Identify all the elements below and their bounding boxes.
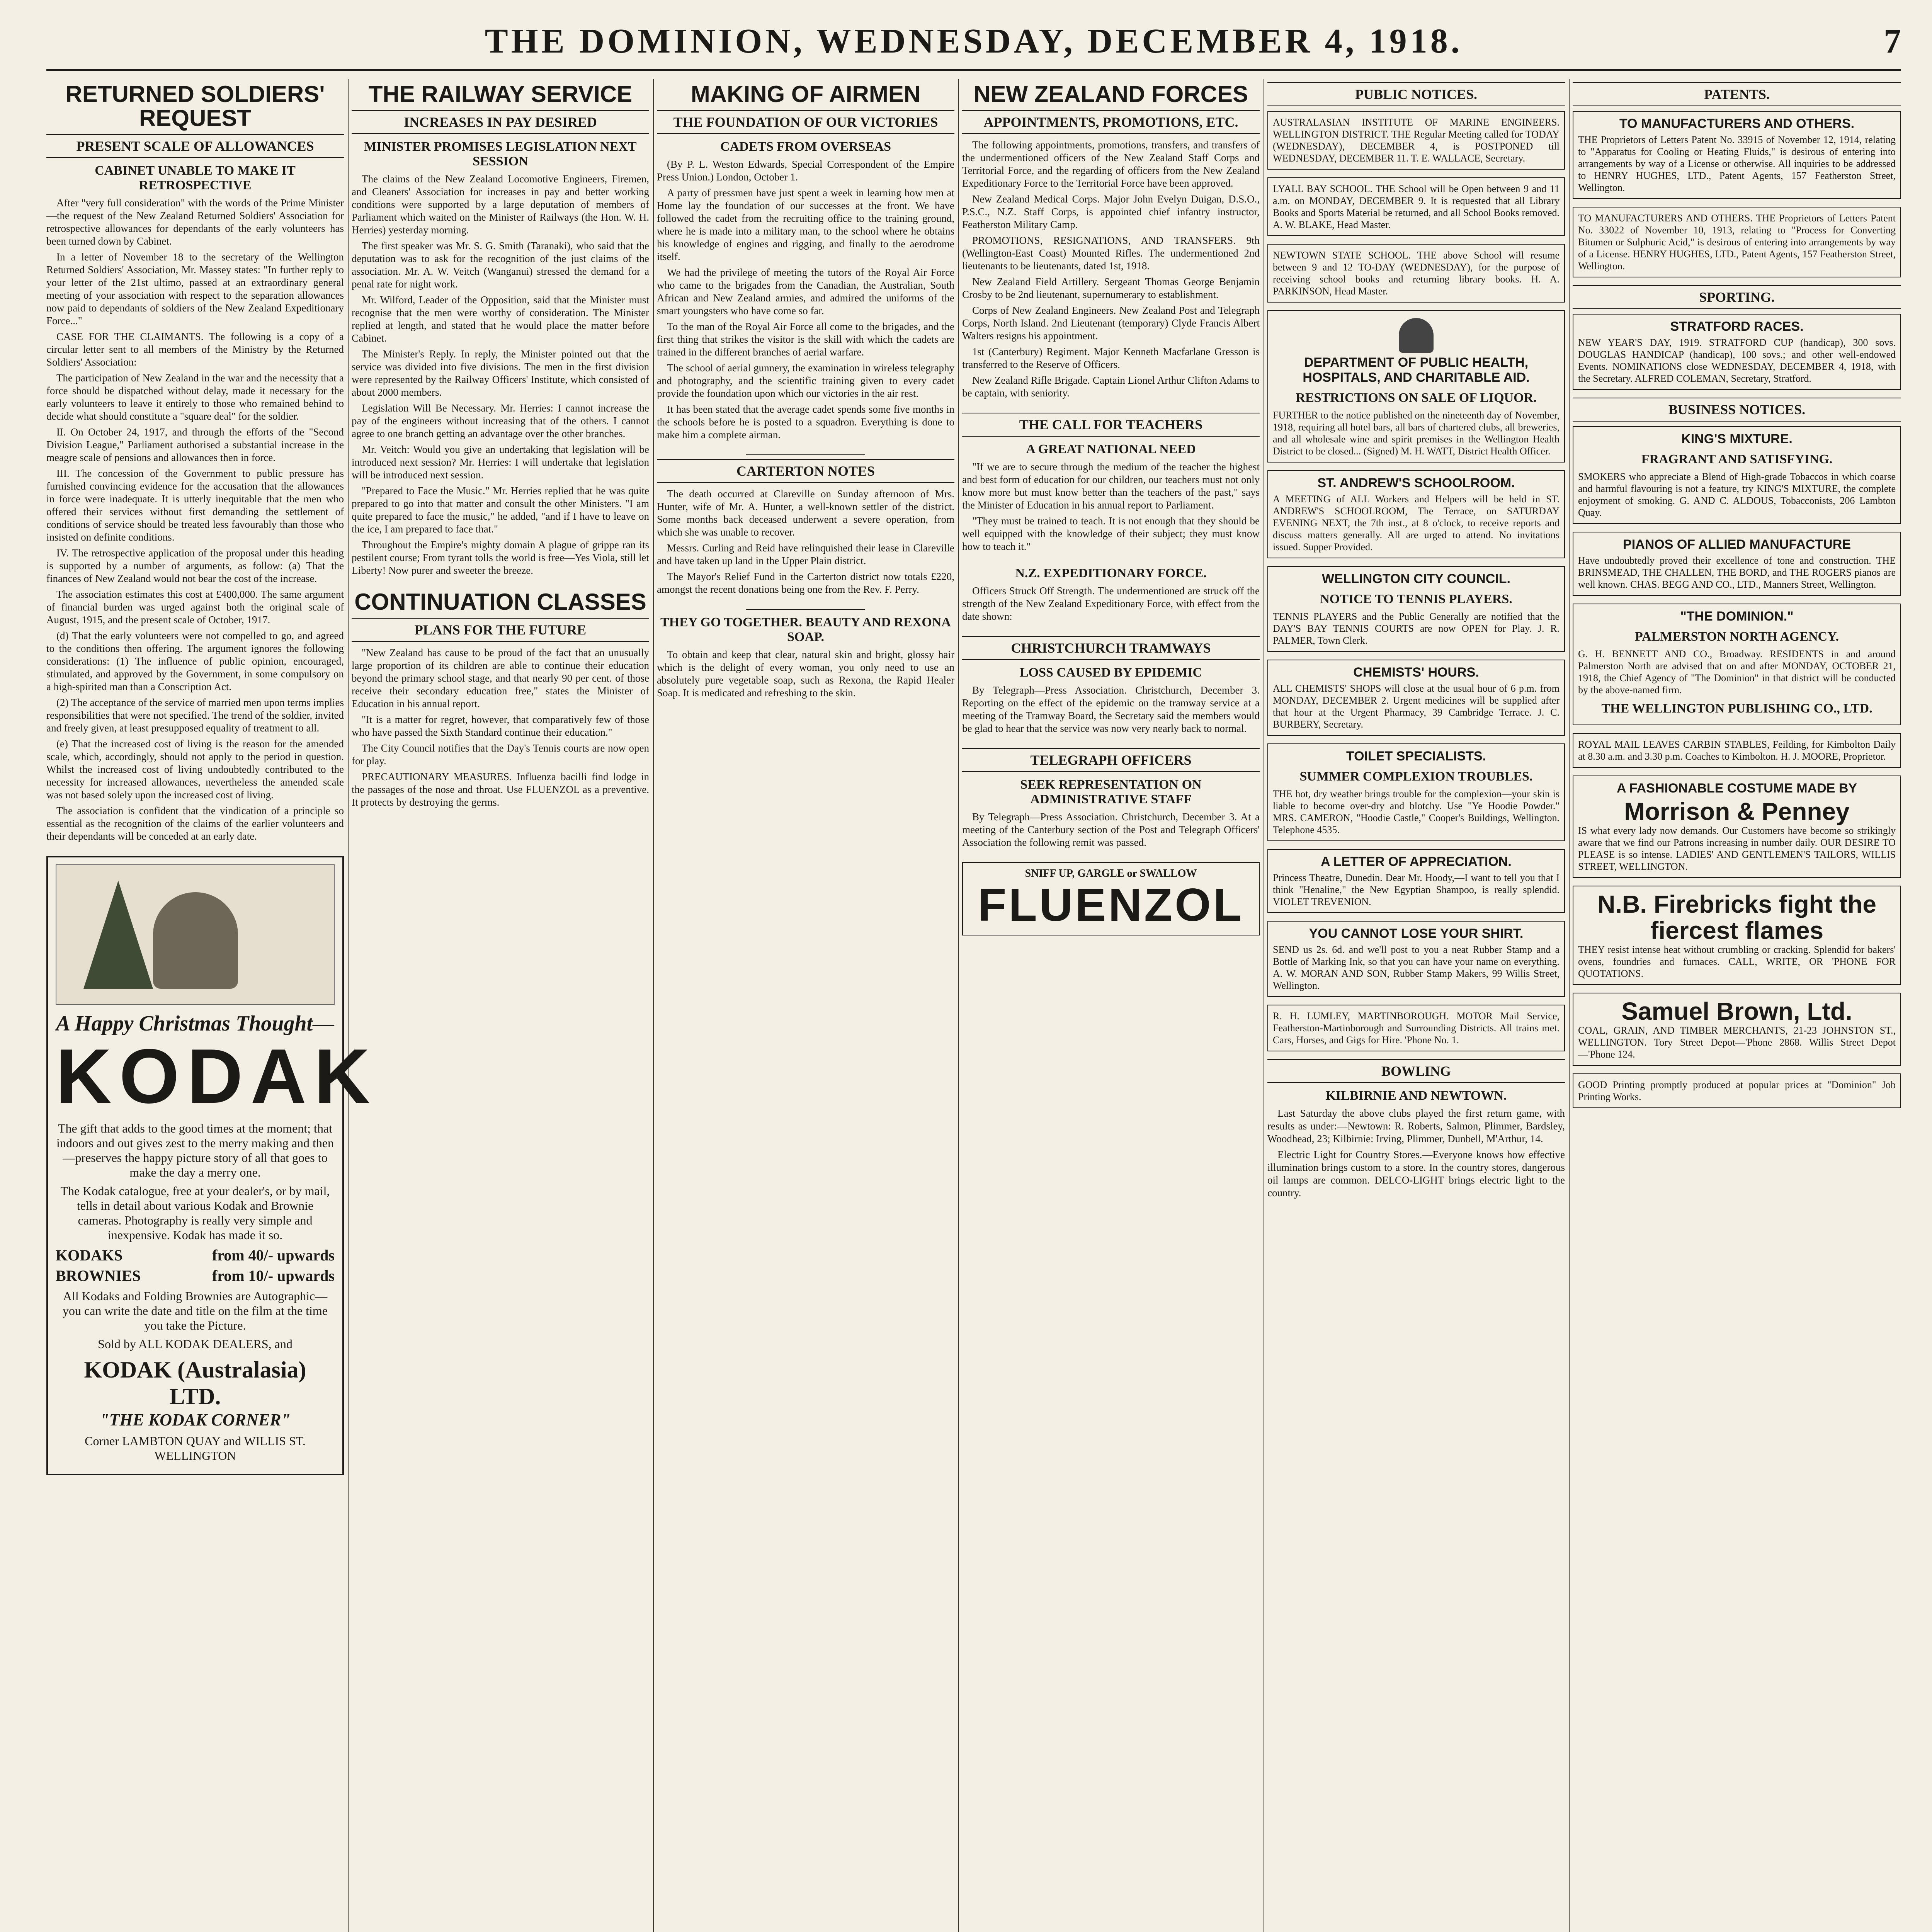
paragraph: To obtain and keep that clear, natural skin and bright, glossy hair which is the delight of every woman, you only need to use an absolutely pure vegetable soap, such as Rexona, the Rapid Healer Soap. It is medicated and refreshing to the skin. — [657, 649, 954, 699]
ad-text: Have undoubtedly proved their excellence of tone and construction. THE BRINSMEAD, THE CHALLEN, THE BORD, and THE ROGERS pianos are well known. CHAS. BEGG AND CO., LTD., Manners Street, Wellington. — [1578, 555, 1896, 590]
stratford-races-ad — [1573, 314, 1901, 390]
notice — [1267, 111, 1565, 170]
story-deck: CABINET UNABLE TO MAKE IT RETROSPECTIVE — [95, 163, 296, 192]
fluenzol-logo: FLUENZOL — [978, 879, 1244, 931]
ad-subtitle: PALMERSTON NORTH AGENCY. — [1634, 629, 1839, 644]
notice — [1267, 177, 1565, 236]
ad-text: THE hot, dry weather brings trouble for the complexion—your skin is liable to become over-dry and blotchy. Use "Ye Hoodie Powder." MRS. CAMERON, "Hoodie Castle," Cooper's Buildings, Wellington. Telephone 4535. — [1273, 788, 1560, 835]
ad-text: R. H. LUMLEY, MARTINBOROUGH. MOTOR Mail Service, Featherston-Martinborough and Surrounding Districts. All trains met. Cars, Horses, and Gigs for Hire. 'Phone No. 1. — [1273, 1010, 1560, 1046]
story-subheadline: PLANS FOR THE FUTURE — [352, 618, 649, 642]
paragraph: The participation of New Zealand in the war and the necessity that a force should be dispatched without delay, made it necessary for the early volunteers to leave it entirely to those who remained behind to decide what should constitute a "square deal" for the soldier. — [46, 372, 344, 422]
section-heading: SPORTING. — [1573, 285, 1901, 309]
story-deck: KILBIRNIE AND NEWTOWN. — [1325, 1088, 1507, 1103]
photographer-figure-icon — [153, 892, 238, 989]
ad-title: KING'S MIXTURE. — [1681, 432, 1793, 446]
notice-text: NEWTOWN STATE SCHOOL. THE above School will resume between 9 and 12 TO-DAY (WEDNESDAY), for the purpose of receiving school books and returning library books. H. A. PARKINSON, Head Master. — [1273, 250, 1560, 297]
paragraph: The association is confident that the vindication of a principle so essential as the recognition of the claims of the earlier volunteers and their dependants will be conceded at an early date. — [46, 805, 344, 842]
story-headline: THE RAILWAY SERVICE — [368, 81, 633, 107]
paragraph: Messrs. Curling and Reid have relinquished their lease in Clareville and have taken up land in the Upper Plain district. — [657, 542, 954, 566]
notice-text: AUSTRALASIAN INSTITUTE OF MARINE ENGINEERS. WELLINGTON DISTRICT. THE Regular Meeting called for TODAY (WEDNESDAY), DECEMBER 4, is POSTPONED till WEDNESDAY, DECEMBER 11. T. E. WALLACE, Secretary. — [1273, 117, 1560, 164]
ad-title: PIANOS OF ALLIED MANUFACTURE — [1623, 537, 1851, 552]
appreciation-letter — [1267, 849, 1565, 913]
kodak-copy: The gift that adds to the good times at the moment; that indoors and out gives zest to the merry making and then—preserves the happy picture story of all that goes to make the day a merry one. — [56, 1121, 334, 1179]
paragraph: II. On October 24, 1917, and through the efforts of the "Second Division League," Parliament authorised a substantial increase in the meagre scale of pensions and allowances then in force. — [46, 426, 344, 463]
story-headline: THEY GO TOGETHER. BEAUTY AND REXONA SOAP. — [660, 615, 951, 644]
kodak-price-value: from 40/- upwards — [212, 1247, 335, 1264]
printing-ad — [1573, 1073, 1901, 1108]
firebricks-ad — [1573, 886, 1901, 985]
ad-title: YOU CANNOT LOSE YOUR SHIRT. — [1309, 926, 1524, 941]
divider — [746, 454, 865, 455]
ad-text: ROYAL MAIL LEAVES CARBIN STABLES, Feilding, for Kimbolton Daily at 8.30 a.m. and 3.30 p.m. Coaches to Kimbolton. H. J. MOORE, Proprietor. — [1578, 739, 1896, 762]
ad-brand: Morrison & Penney — [1624, 798, 1850, 825]
story-headline: BOWLING — [1267, 1059, 1565, 1083]
paragraph: To the man of the Royal Air Force all come to the brigades, and the first thing that strikes the visitor is the skill with which the cadets are trained in the different branches of aerial warfare. — [657, 321, 954, 358]
paragraph: "Prepared to Face the Music." Mr. Herries replied that he was quite prepared to go into that matter and consult the other Ministers. "I am quite prepared to face the music," he added, "and if I have to leave on the ice, I am prepared to face that." — [352, 485, 649, 535]
coat-of-arms-icon — [1399, 318, 1434, 353]
story-headline: CARTERTON NOTES — [657, 459, 954, 483]
column-6 — [1573, 79, 1901, 1116]
story-subheadline: PRESENT SCALE OF ALLOWANCES — [46, 134, 344, 158]
paragraph: The claims of the New Zealand Locomotive Engineers, Firemen, and Cleaners' Association for increases in pay and better working conditions were supported by a large deputation of members of Parliament which waited on the Minister of Railways (the Hon. W. H. Herries) yesterday morning. — [352, 173, 649, 236]
story-nz-forces — [962, 82, 1260, 400]
paragraph: "If we are to secure through the medium of the teacher the highest and best form of education for our children, our teachers must not only know more but must know better than the teachers of the past," says the Minister of Education in his annual report to Parliament. — [962, 461, 1260, 511]
chemists-notice — [1267, 660, 1565, 736]
notice-subtitle: RESTRICTIONS ON SALE OF LIQUOR. — [1296, 391, 1537, 405]
story-call-for-teachers — [962, 413, 1260, 553]
story-bowling — [1267, 1059, 1565, 1199]
ad-title: TOILET SPECIALISTS. — [1346, 749, 1486, 764]
paragraph: The following appointments, promotions, transfers, and transfers of the undermentioned officers of the New Zealand Staff Corps and Territorial Force, and the regarding of officers from the New Zealand Expeditionary Force to the Territorial Force have been approved. — [962, 139, 1260, 189]
ad-subtitle: FRAGRANT AND SATISFYING. — [1641, 452, 1833, 466]
masthead — [46, 21, 1901, 68]
paragraph: The Mayor's Relief Fund in the Carterton district now totals £220, amongst the recent donations being one from the Rev. F. Perry. — [657, 571, 954, 595]
story-body — [352, 173, 649, 577]
ad-brand: Samuel Brown, Ltd. — [1621, 997, 1852, 1025]
paragraph: The Minister's Reply. In reply, the Minister pointed out that the service was divided into five divisions. The men in the first division were represented by the Railway Officers' Institute, which consisted of about 2000 members. — [352, 348, 649, 398]
paragraph: Throughout the Empire's mighty domain A plague of grippe ran its pestilent course; From tyrant tolls the world is free—Yes Viola, still let Liberty! Now purer and sweeter the breeze. — [352, 539, 649, 576]
kodak-autographic: All Kodaks and Folding Brownies are Autographic—you can write the date and title on the film at the time you take the Picture. — [63, 1289, 328, 1332]
section-heading: PUBLIC NOTICES. — [1267, 82, 1565, 106]
column-2 — [352, 79, 649, 822]
kodak-dealers: Sold by ALL KODAK DEALERS, and — [98, 1337, 293, 1351]
story-headline: TELEGRAPH OFFICERS — [962, 748, 1260, 772]
st-andrews-notice — [1267, 470, 1565, 558]
paragraph: By Telegraph—Press Association. Christchurch, December 3. At a meeting of the Canterbury section of the Post and Telegraph Officers' Association the following remit was passed. — [962, 811, 1260, 848]
ad-subtitle: SUMMER COMPLEXION TROUBLES. — [1299, 769, 1533, 784]
paragraph: PRECAUTIONARY MEASURES. Influenza bacilli find lodge in the passages of the nose and throat. Use FLUENZOL as a preventive. It protects by destroying the germs. — [352, 771, 649, 808]
notice-title: DEPARTMENT OF PUBLIC HEALTH, HOSPITALS, AND CHARITABLE AID. — [1303, 355, 1530, 385]
samuel-brown-ad — [1573, 993, 1901, 1066]
pianos-ad — [1573, 532, 1901, 596]
masthead-rule — [46, 69, 1901, 71]
fluenzol-advertisement — [962, 862, 1260, 935]
story-body — [962, 139, 1260, 400]
paragraph: It has been stated that the average cadet spends some five months in the schools before he is posted to a squadron. Everything is done to make him a complete airman. — [657, 403, 954, 440]
ad-text: GOOD Printing promptly produced at popular prices at "Dominion" Job Printing Works. — [1578, 1079, 1896, 1102]
paragraph: "It is a matter for regret, however, that comparatively few of those who have passed the Sixth Standard continue their education." — [352, 714, 649, 738]
royal-mail-ad — [1573, 733, 1901, 768]
ad-text: IS what every lady now demands. Our Customers have become so strikingly aware that we find our Patrons increasing in number daily. OUR DESIRE TO PLEASE is so intense. LADIES' AND GENTLEMEN'S TAILORS, WILLIS STREET, WELLINGTON. — [1578, 825, 1896, 872]
paragraph: New Zealand Field Artillery. Sergeant Thomas George Benjamin Crosby to be 2nd lieutenant, supernumerary to establishment. — [962, 276, 1260, 300]
story-headline: CHRISTCHURCH TRAMWAYS — [962, 636, 1260, 660]
column-rule — [1569, 79, 1570, 1932]
paragraph: The death occurred at Clareville on Sunday afternoon of Mrs. Hunter, wife of Mr. A. Hunter, a well-known settler of the district. Some months back deceased underwent a severe operation, from which she was unable to recover. — [657, 488, 954, 538]
paragraph: The school of aerial gunnery, the examination in wireless telegraphy and photography, and the scientific training given to every cadet provide the foundation upon which our victories in the air rest. — [657, 362, 954, 399]
story-carterton-notes — [657, 459, 954, 596]
story-body — [962, 684, 1260, 735]
story-christchurch-tramways — [962, 636, 1260, 735]
story-headline: N.Z. EXPEDITIONARY FORCE. — [1015, 566, 1207, 580]
ad-text: THE Proprietors of Letters Patent No. 33915 of November 12, 1914, relating to "Apparatus for Cooling or Heating Fluids," is desirous of entering into arrangements by way of a License or otherwise. All inquiries to be addressed to HENRY HUGHES, LTD., Patent Agents, 157 Featherston Street, Wellington. — [1578, 134, 1896, 193]
ad-text: COAL, GRAIN, AND TIMBER MERCHANTS, 21-23 JOHNSTON ST., WELLINGTON. Tory Street Depot—'Phone 2868. Willis Street Depot—'Phone 124. — [1578, 1025, 1896, 1060]
story-telegraph-officers — [962, 748, 1260, 849]
story-headline: CONTINUATION CLASSES — [354, 589, 646, 615]
ad-title: A FASHIONABLE COSTUME MADE BY — [1616, 781, 1857, 796]
paragraph: "New Zealand has cause to be proud of the fact that an unusually large proportion of its children are able to continue their education beyond the primary school stage, and that nearly 90 per cent. of those receive their secondary education free," states the Minister of Education in his annual report. — [352, 647, 649, 709]
ad-text: THEY resist intense heat without crumbling or cracking. Splendid for bakers' ovens, foundries and furnaces. CALL, WRITE, OR 'PHONE FOR QUOTATIONS. — [1578, 944, 1896, 979]
ad-text: SEND us 2s. 6d. and we'll post to you a neat Rubber Stamp and a Bottle of Marking Ink, so that you can have your name on everything. A. W. MORAN AND SON, Rubber Stamp Makers, 99 Willis Street, Wellington. — [1273, 944, 1560, 991]
paragraph: The City Council notifies that the Day's Tennis courts are now open for play. — [352, 742, 649, 767]
ad-title: STRATFORD RACES. — [1670, 319, 1804, 334]
kodak-price-row — [56, 1246, 335, 1264]
paragraph: III. The concession of the Government to public pressure has furnished convincing evidence for the accusation that the allowances in force were inadequate. It is utterly inequitable that the men who offered their services without first demanding the settlement of conditions of service should be treated less favourably than those who insisted on definite conditions. — [46, 468, 344, 543]
city-council-notice — [1267, 566, 1565, 652]
ad-text: SMOKERS who appreciate a Blend of High-grade Tobaccos in which coarse and harmful flavouring is not a feature, try KING'S MIXTURE, the complete enjoyment of smoking. G. AND C. ALDOUS, Tobacconists, 206 Lambton Quay. — [1578, 471, 1896, 518]
column-rule — [348, 79, 349, 1932]
story-railway-service — [352, 82, 649, 577]
column-1 — [46, 79, 378, 1475]
kodak-tagline: A Happy Christmas Thought— — [56, 1012, 335, 1036]
story-body — [962, 811, 1260, 849]
paragraph: After "very full consideration" with the words of the Prime Minister—the request of the New Zealand Returned Soldiers' Association for retrospective allowances for dependants of the early volunteers has been turned down by Cabinet. — [46, 197, 344, 247]
story-body — [1267, 1107, 1565, 1199]
rubber-stamp-ad — [1267, 921, 1565, 997]
story-headline: MAKING OF AIRMEN — [690, 81, 921, 107]
ad-title: TO MANUFACTURERS AND OTHERS. — [1619, 116, 1855, 131]
paragraph: Electric Light for Country Stores.—Everyone knows how effective illumination brings custom to a store. In the country stores, dangerous oil lamps are common. DELCO-LIGHT brings electric light to the country. — [1267, 1149, 1565, 1199]
kodak-catalogue: The Kodak catalogue, free at your dealer's, or by mail, tells in detail about various Kodak and Brownie cameras. Photography is really very simple and inexpensive. Kodak has made it so. — [60, 1184, 330, 1242]
story-subheadline: INCREASES IN PAY DESIRED — [352, 110, 649, 134]
kings-mixture-ad — [1573, 426, 1901, 524]
paragraph: New Zealand Rifle Brigade. Captain Lionel Arthur Clifton Adams to be captain, with seniority. — [962, 374, 1260, 399]
patent-notice — [1573, 111, 1901, 199]
paragraph: New Zealand Medical Corps. Major John Evelyn Duigan, D.S.O., P.S.C., N.Z. Staff Corps, is appointed chief infantry instructor, Featherston Military Camp. — [962, 193, 1260, 230]
toilet-specialists-ad — [1267, 743, 1565, 841]
notice-text: TENNIS PLAYERS and the Public Generally are notified that the DAY'S BAY TENNIS COURTS are now OPEN for Play. J. R. PALMER, Town Clerk. — [1273, 611, 1560, 646]
kodak-advertisement — [46, 856, 378, 1475]
paragraph: IV. The retrospective application of the proposal under this heading is supported by a number of arguments, as follow: (a) That the finances of New Zealand would not bear the cost of the increase. — [46, 547, 344, 584]
masthead-title: THE DOMINION, WEDNESDAY, DECEMBER 4, 1918. — [485, 22, 1463, 60]
ad-text: NEW YEAR'S DAY, 1919. STRATFORD CUP (handicap), 300 sovs. DOUGLAS HANDICAP (handicap), 100 sovs.; and other well-endowed Events. NOMINATIONS close WEDNESDAY, DECEMBER 4, 1918, with the Secretary. ALFRED COLEMAN, Secretary, Stratford. — [1578, 337, 1896, 384]
notice-text: ALL CHEMISTS' SHOPS will close at the usual hour of 6 p.m. from MONDAY, DECEMBER 2. Urgent medicines will be supplied after that hour at the Urgent Pharmacy, 39 Cambridge Terrace. J. C. BURBERY, Secretary. — [1273, 683, 1560, 730]
story-body — [657, 488, 954, 596]
notice-title: CHEMISTS' HOURS. — [1353, 665, 1479, 680]
column-5 — [1267, 79, 1565, 1213]
story-subheadline: APPOINTMENTS, PROMOTIONS, ETC. — [962, 110, 1260, 134]
column-rule — [653, 79, 654, 1932]
paragraph: The first speaker was Mr. S. G. Smith (Taranaki), who said that the deputation was to ask for the recognition of the just claims of the association. Mr. A. W. Veitch (Wanganui) stressed the demand for a penal rate for night work. — [352, 240, 649, 290]
kodak-company: KODAK (Australasia) LTD. — [84, 1357, 306, 1409]
fluenzol-tagline: SNIFF UP, GARGLE or SWALLOW — [1025, 867, 1197, 879]
story-body — [352, 646, 649, 809]
story-body — [657, 158, 954, 441]
divider — [746, 609, 865, 610]
story-rexona — [657, 615, 954, 699]
story-deck: CADETS FROM OVERSEAS — [720, 139, 891, 154]
story-body — [962, 461, 1260, 553]
notice-text: A MEETING of ALL Workers and Helpers will be held in ST. ANDREW'S SCHOOLROOM, The Terrace, on SATURDAY EVENING NEXT, the 7th inst., at 8 o'clock, to receive reports and discuss matters generally. All are urged to attend. No invitations issued. Supper Provided. — [1273, 493, 1560, 553]
notice-subtitle: NOTICE TO TENNIS PLAYERS. — [1320, 592, 1512, 606]
paragraph: By Telegraph—Press Association. Christchurch, December 3. Reporting on the effect of the epidemic on the tramway service at a meeting of the Tramway Board, the Secretary said the members would be glad to hear that the service was now very nearly back to normal. — [962, 684, 1260, 734]
ad-text: Princess Theatre, Dunedin. Dear Mr. Hoody,—I want to tell you that I think "Henaline," the New Egyptian Shampoo, is really splendid. VIOLET TREVENION. — [1273, 872, 1560, 907]
story-deck: SEEK REPRESENTATION ON ADMINISTRATIVE STAFF — [1020, 777, 1202, 806]
story-returned-soldiers — [46, 82, 344, 843]
brownie-price-value: from 10/- upwards — [212, 1267, 335, 1284]
story-deck: LOSS CAUSED BY EPIDEMIC — [1020, 665, 1202, 680]
christmas-tree-icon — [83, 881, 153, 989]
paragraph: A party of pressmen have just spent a week in learning how men at Home lay the foundation of our successes at the front. We have followed the cadet from the recruiting office to the training ground, where he is made into a military man, to the school where he obtains his knowledge of engines and rigging, and finally to the aerodrome itself. — [657, 187, 954, 262]
story-subheadline: THE FOUNDATION OF OUR VICTORIES — [657, 110, 954, 134]
story-making-of-airmen — [657, 82, 954, 441]
column-rule — [958, 79, 959, 1932]
section-heading: PATENTS. — [1573, 82, 1901, 106]
paragraph: PROMOTIONS, RESIGNATIONS, AND TRANSFERS. 9th (Wellington-East Coast) Mounted Rifles. The undermentioned 2nd lieutenants to be lieutenants, dated 1st, 1918. — [962, 235, 1260, 272]
paragraph: Officers Struck Off Strength. The undermentioned are struck off the strength of the New Zealand Expeditionary Force, with effect from the date shown: — [962, 585, 1260, 622]
notice-text: FURTHER to the notice published on the nineteenth day of November, 1918, requiring all hotel bars, all bars of chartered clubs, all breweries, and all wholesale wine and spirit premises in the Wellington Health District to be closed... (Signed) M. H. WATT, District Health Officer. — [1273, 410, 1560, 457]
paragraph: In a letter of November 18 to the secretary of the Wellington Returned Soldiers' Association, Mr. Massey states: "In further reply to your letter of the 21st ultimo, passed at an extraordinary general meeting of your association with respect to the separation allowances now paid to dependants of soldiers of the New Zealand Expeditionary Force..." — [46, 251, 344, 327]
column-3 — [657, 79, 954, 713]
paragraph: (2) The acceptance of the service of married men upon terms implies responsibilities that were not specified. The trend of the soldier, invited and freely given, at least presupposed equality of treatment to all. — [46, 697, 344, 734]
brownie-price-row — [56, 1267, 335, 1285]
paragraph: We had the privilege of meeting the tutors of the Royal Air Force who came to the brigades from the Canadian, the Australian, South African and New Zealand armies, and admired the uniforms of the smart youngsters who have come so far. — [657, 267, 954, 316]
ad-text: G. H. BENNETT AND CO., Broadway. RESIDENTS in and around Palmerston North are advised that on and after MONDAY, OCTOBER 21, 1918, the Chief Agency of "The Dominion" in that district will be conducted by the above-named firm. — [1578, 648, 1896, 696]
kodak-address: Corner LAMBTON QUAY and WILLIS ST. WELLINGTON — [85, 1434, 306, 1463]
story-deck: MINISTER PROMISES LEGISLATION NEXT SESSION — [364, 139, 637, 168]
morrison-penney-ad — [1573, 776, 1901, 878]
story-body — [657, 648, 954, 699]
paragraph: Mr. Veitch: Would you give an undertaking that legislation will be introduced next session? Mr. Herries: I will undertake that legislation will be introduced next session. — [352, 444, 649, 481]
health-notice — [1267, 310, 1565, 463]
paragraph: The association estimates this cost at £400,000. The same argument of financial burden was urged against both the original scale of August, 1915, and the present scale of October, 1917. — [46, 588, 344, 626]
ad-headline: N.B. Firebricks fight the fiercest flames — [1597, 890, 1876, 944]
kodak-price-label: KODAKS — [56, 1247, 123, 1264]
paragraph: Last Saturday the above clubs played the first return game, with results as under:—Newtown: R. Roberts, Salmon, Plimmer, Bardsley, Woodhead, 23; Kilbirnie: Irving, Plimmer, Dunbell, M'Arthur, 14. — [1267, 1107, 1565, 1145]
paragraph: "They must be trained to teach. It is not enough that they should be well equipped with the knowledge of their subject; they must know how to teach it." — [962, 515, 1260, 552]
byline: (By P. L. Weston Edwards, Special Correspondent of the Empire Press Union.) London, October 1. — [657, 158, 954, 183]
kodak-corner: "THE KODAK CORNER" — [100, 1410, 291, 1429]
ad-text: TO MANUFACTURERS AND OTHERS. THE Proprietors of Letters Patent No. 33022 of November 10, 1913, relating to "Process for Converting Bitumen or Sulphuric Acid," is desirous of entering into arrangements by way of a License. HENRY HUGHES, LTD., Patent Agents, 157 Featherston Street, Wellington. — [1578, 213, 1896, 272]
paragraph: (e) That the increased cost of living is the reason for the amended scale, which, accordingly, should not apply to the period in question. Whilst the increased cost of living undoubtedly contributed to the necessity for increased allowances, nevertheless the amended scale was not based solely upon the increased cost of living. — [46, 738, 344, 801]
story-body — [46, 197, 344, 843]
paragraph: Corps of New Zealand Engineers. New Zealand Post and Telegraph Corps, North Island. 2nd Lieutenant (temporary) Clyde Francis Albert Walters resigns his appointment. — [962, 304, 1260, 342]
section-heading: BUSINESS NOTICES. — [1573, 398, 1901, 422]
story-deck: A GREAT NATIONAL NEED — [1026, 442, 1196, 456]
motor-mail-ad — [1267, 1005, 1565, 1051]
paragraph: CASE FOR THE CLAIMANTS. The following is a copy of a circular letter sent to all members of the Ministry by the Returned Soldiers' Association: — [46, 331, 344, 368]
story-headline: THE CALL FOR TEACHERS — [962, 413, 1260, 437]
notice-text: LYALL BAY SCHOOL. THE School will be Open between 9 and 11 a.m. on MONDAY, DECEMBER 9. It is requested that all Library Books and Sports Material be returned, and all School Books removed. A. W. BLAKE, Head Master. — [1273, 183, 1560, 230]
ad-title: A LETTER OF APPRECIATION. — [1321, 854, 1512, 869]
notice-title: ST. ANDREW'S SCHOOLROOM. — [1317, 476, 1515, 490]
patent-notice — [1573, 207, 1901, 277]
kodak-illustration — [56, 864, 335, 1005]
ad-title: "THE DOMINION." — [1680, 609, 1794, 624]
notice — [1267, 244, 1565, 303]
publisher-name: THE WELLINGTON PUBLISHING CO., LTD. — [1601, 701, 1872, 716]
story-nzef — [962, 566, 1260, 623]
dominion-agency-notice — [1573, 604, 1901, 725]
story-continuation-classes — [352, 590, 649, 809]
story-body — [962, 585, 1260, 623]
paragraph: Legislation Will Be Necessary. Mr. Herries: I cannot increase the pay of the engineers without increasing that of the others. I cannot agree to one branch getting an advantage over the other branches. — [352, 402, 649, 439]
paragraph: 1st (Canterbury) Regiment. Major Kenneth Macfarlane Gresson is transferred to the Reserve of Officers. — [962, 346, 1260, 370]
column-4 — [962, 79, 1260, 943]
brownie-price-label: BROWNIES — [56, 1267, 141, 1284]
story-headline: NEW ZEALAND FORCES — [974, 81, 1248, 107]
notice-title: WELLINGTON CITY COUNCIL. — [1322, 571, 1510, 586]
kodak-logo: KODAK — [56, 1033, 378, 1119]
paragraph: Mr. Wilford, Leader of the Opposition, said that the Minister must recognise that the men were worthy of consideration. The Minister replied at length, and stated that he would place the matter before Cabinet. — [352, 294, 649, 344]
story-headline: RETURNED SOLDIERS' REQUEST — [65, 81, 325, 131]
page-number: 7 — [1884, 22, 1901, 60]
paragraph: (d) That the early volunteers were not compelled to go, and agreed to the conditions then offering. The argument ignores the following considerations: (1) The influence of public opinion, encouraged, stimulated, and approved by the Government, in some compulsory on a high-spirited man than a Conscription Act. — [46, 630, 344, 692]
